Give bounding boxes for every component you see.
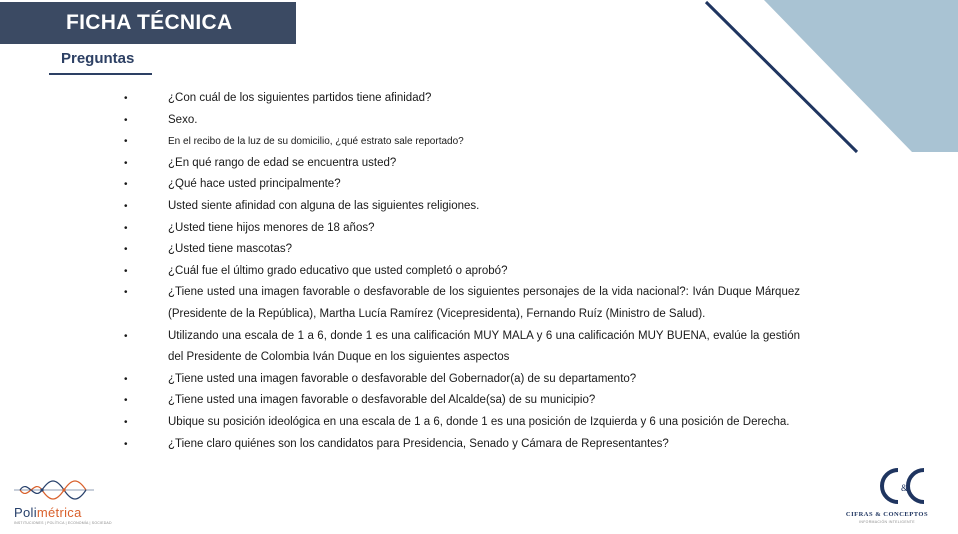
slide-title: FICHA TÉCNICA — [0, 2, 296, 44]
question-item: • Usted siente afinidad con alguna de las siguientes religiones. — [122, 196, 800, 218]
svg-text:&: & — [901, 483, 909, 493]
question-list — [122, 88, 800, 455]
question-item: • ¿Tiene usted una imagen favorable o desfavorable de los siguientes personajes de la vida nacional?: Iván Duque Márquez (Presidente de la República), Martha Lucía Ramírez (Vicepresidenta), Fernando Ruíz (Ministro de Salud). — [122, 282, 800, 325]
section-subtitle: Preguntas — [61, 50, 135, 67]
question-item: • ¿Usted tiene mascotas? — [122, 239, 800, 261]
question-item: • En el recibo de la luz de su domicilio, ¿qué estrato sale reportado? — [122, 131, 800, 153]
question-item: • ¿Cuál fue el último grado educativo que usted completó o aprobó? — [122, 261, 800, 283]
question-item: • ¿Tiene usted una imagen favorable o desfavorable del Gobernador(a) de su departamento? — [122, 369, 800, 391]
question-item: • Utilizando una escala de 1 a 6, donde 1 es una calificación MUY MALA y 6 una calificación MUY BUENA, evalúe la gestión del Presidente de Colombia Iván Duque en los siguientes aspectos — [122, 326, 800, 369]
question-item: • ¿Tiene usted una imagen favorable o desfavorable del Alcalde(sa) de su municipio? — [122, 390, 800, 412]
cifras-conceptos-name: CIFRAS & CONCEPTOS — [845, 511, 929, 518]
question-item: • ¿Con cuál de los siguientes partidos tiene afinidad? — [122, 88, 800, 110]
question-item: • ¿Tiene claro quiénes son los candidatos para Presidencia, Senado y Cámara de Representantes? — [122, 434, 800, 456]
question-item: • Ubique su posición ideológica en una escala de 1 a 6, donde 1 es una posición de Izquierda y 6 una posición de Derecha. — [122, 412, 800, 434]
polimetrica-logo-text: Polimétrica — [14, 505, 82, 520]
cifras-conceptos-monogram-icon — [868, 464, 936, 508]
polimetrica-tagline: INSTITUCIONES | POLÍTICA | ECONOMÍA | SOCIEDAD — [14, 521, 112, 525]
subtitle-underline — [49, 73, 152, 75]
question-item: • ¿Usted tiene hijos menores de 18 años? — [122, 218, 800, 240]
question-item: • Sexo. — [122, 110, 800, 132]
question-item: • ¿Qué hace usted principalmente? — [122, 174, 800, 196]
cifras-conceptos-tagline: INFORMACIÓN INTELIGENTE — [859, 520, 915, 524]
question-item: • ¿En qué rango de edad se encuentra usted? — [122, 153, 800, 175]
